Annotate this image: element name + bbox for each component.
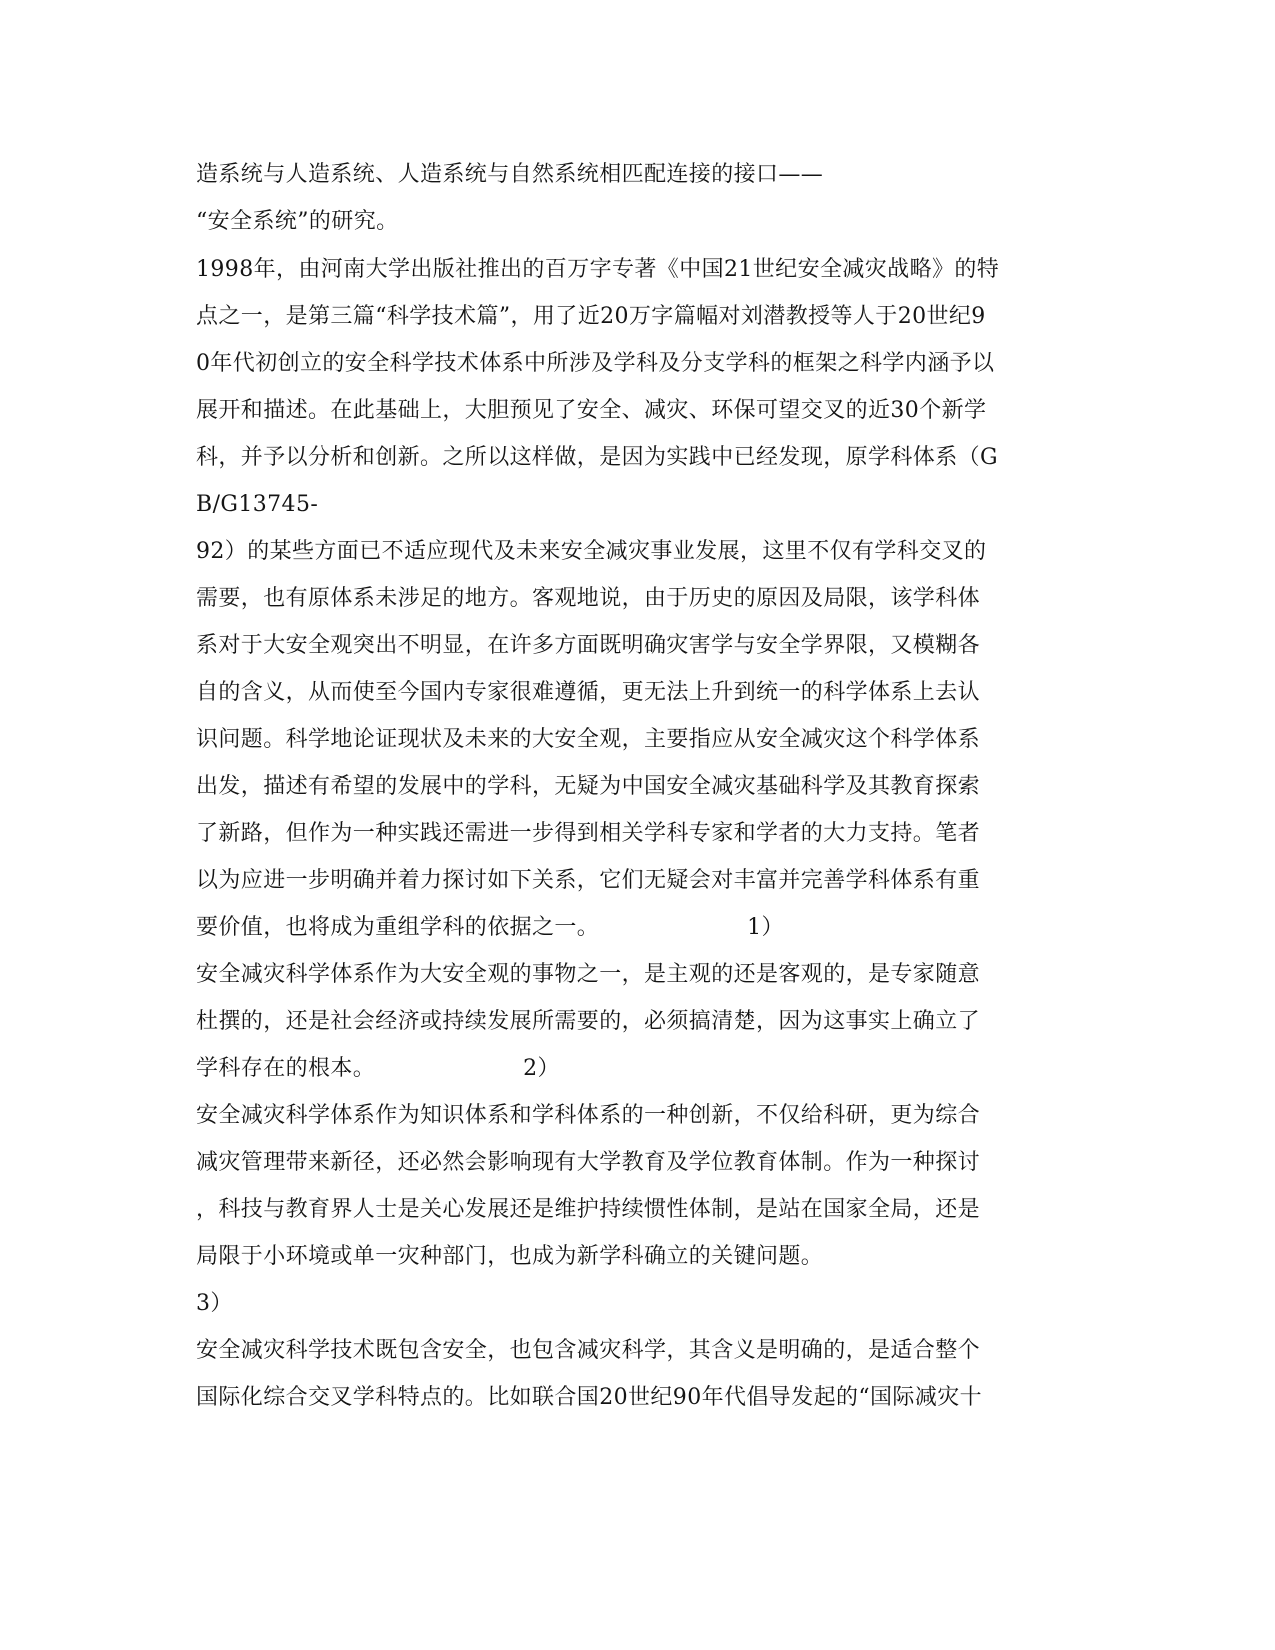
text-line: 杜撰的，还是社会经济或持续发展所需要的，必须搞清楚，因为这事实上确立了 <box>196 1009 981 1034</box>
text-line: 减灾管理带来新径，还必然会影响现有大学教育及学位教育体制。作为一种探讨 <box>196 1150 981 1175</box>
text-line: 造系统与人造系统、人造系统与自然系统相匹配连接的接口—— <box>196 162 824 187</box>
text-line: 安全减灾科学技术既包含安全，也包含减灾科学，其含义是明确的，是适合整个 <box>196 1338 981 1363</box>
text-line: 国际化综合交叉学科特点的。比如联合国20世纪90年代倡导发起的“国际减灾十 <box>196 1385 983 1410</box>
text-line: ，科技与教育界人士是关心发展还是维护持续惯性体制，是站在国家全局，还是 <box>196 1197 981 1222</box>
text-line: “安全系统”的研究。 <box>196 209 399 234</box>
text-line: 科，并予以分析和创新。之所以这样做，是因为实践中已经发现，原学科体系（G <box>196 445 998 470</box>
text-line: 自的含义，从而使至今国内专家很难遵循，更无法上升到统一的科学体系上去认 <box>196 680 981 705</box>
text-line: 系对于大安全观突出不明显，在许多方面既明确灾害学与安全学界限，又模糊各 <box>196 633 981 658</box>
text-line: 局限于小环境或单一灾种部门，也成为新学科确立的关键问题。 <box>196 1244 824 1269</box>
text-line: 安全减灾科学体系作为大安全观的事物之一，是主观的还是客观的，是专家随意 <box>196 962 981 987</box>
text-line: 了新路，但作为一种实践还需进一步得到相关学科专家和学者的大力支持。笔者 <box>196 821 981 846</box>
text-line: 3） <box>196 1291 233 1316</box>
text-line: 出发，描述有希望的发展中的学科，无疑为中国安全减灾基础科学及其教育探索 <box>196 774 981 799</box>
text-line: 需要，也有原体系未涉足的地方。客观地说，由于历史的原因及局限，该学科体 <box>196 586 981 611</box>
text-line: 92）的某些方面已不适应现代及未来安全减灾事业发展，这里不仅有学科交叉的 <box>196 539 987 564</box>
text-line: 0年代初创立的安全科学技术体系中所涉及学科及分支学科的框架之科学内涵予以 <box>196 351 995 376</box>
text-line: 识问题。科学地论证现状及未来的大安全观，主要指应从安全减灾这个科学体系 <box>196 727 981 752</box>
text-line: 1998年，由河南大学出版社推出的百万字专著《中国21世纪安全减灾战略》的特 <box>196 257 1000 282</box>
text-line: 以为应进一步明确并着力探讨如下关系，它们无疑会对丰富并完善学科体系有重 <box>196 868 981 893</box>
text-line: 点之一，是第三篇“科学技术篇”，用了近20万字篇幅对刘潜教授等人于20世纪9 <box>196 304 986 329</box>
text-line: 安全减灾科学体系作为知识体系和学科体系的一种创新，不仅给科研，更为综合 <box>196 1103 981 1128</box>
text-line: B/G13745- <box>196 492 319 517</box>
text-line: 要价值，也将成为重组学科的依据之一。 1） <box>196 915 784 940</box>
text-line: 展开和描述。在此基础上，大胆预见了安全、减灾、环保可望交叉的近30个新学 <box>196 398 987 423</box>
text-line: 学科存在的根本。 2） <box>196 1056 560 1081</box>
